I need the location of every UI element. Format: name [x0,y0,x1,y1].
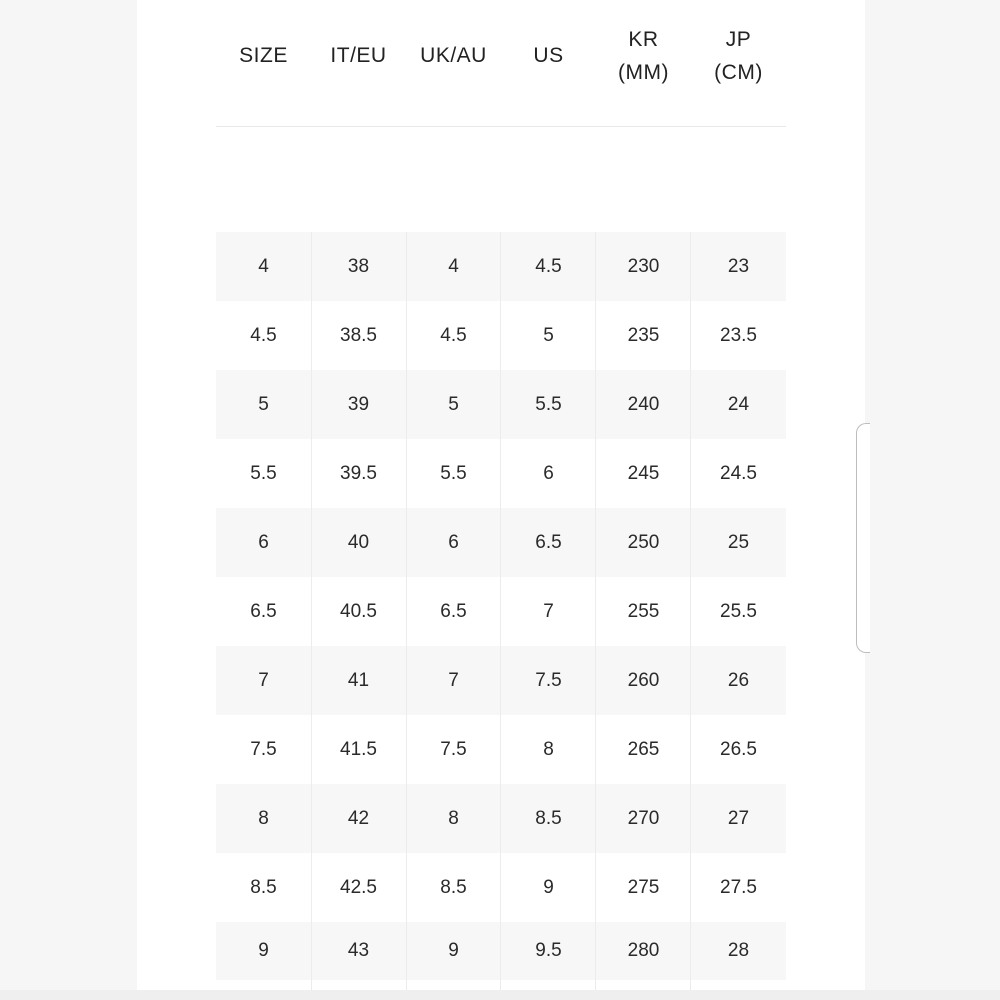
table-cell: 7 [543,600,554,622]
table-cell: 6 [448,531,459,553]
table-cell: 8 [543,738,554,760]
table-cell: 235 [627,324,660,346]
table-cell: 255 [627,600,660,622]
header-label: KR [628,27,659,51]
table-cell: 5.5 [250,462,277,484]
table-row [216,232,786,301]
table-cell: 5.5 [535,393,562,415]
table-cell: 6.5 [440,600,467,622]
table-row [216,301,786,370]
header-us [501,0,596,127]
table-cell: 7 [448,669,459,691]
table-cell: 7 [258,669,269,691]
table-cell: 42 [347,807,370,829]
header-unit: (CM) [714,60,763,84]
table-cell: 270 [627,807,660,829]
table-cell: 23 [727,255,750,277]
header-kr [596,0,691,127]
bottom-edge [0,990,1000,1000]
table-cell: 7.5 [250,738,277,760]
table-row [216,853,786,922]
table-cell: 26.5 [720,738,757,760]
table-cell: 9 [448,940,459,961]
table-cell: 9 [258,940,269,961]
table-cell: 5 [543,324,554,346]
table-cell: 5 [448,393,459,415]
table-cell: 9 [543,876,554,898]
table-cell: 27.5 [720,876,757,898]
table-cell: 275 [627,876,660,898]
header-label: JP [725,27,752,51]
table-row [216,370,786,439]
header-label: US [533,44,564,67]
table-row [216,577,786,646]
table-cell: 38 [347,255,370,277]
header-size [216,0,311,127]
table-cell: 4.5 [535,255,562,277]
table-cell: 26 [727,669,750,691]
column-divider [500,232,501,990]
table-row [216,715,786,784]
header-label: SIZE [239,44,288,67]
table-cell: 38.5 [340,324,377,346]
header-unit: (MM) [618,60,669,84]
header-it-eu [311,0,406,127]
table-cell: 245 [627,462,660,484]
table-cell: 24.5 [720,462,757,484]
table-cell: 7.5 [535,669,562,691]
table-cell: 23.5 [720,324,757,346]
table-cell: 39.5 [340,462,377,484]
table-cell: 25.5 [720,600,757,622]
header-label: IT/EU [330,44,387,67]
table-cell: 8 [448,807,459,829]
table-row [216,508,786,577]
table-cell: 42.5 [340,876,377,898]
table-cell: 41.5 [340,738,377,760]
table-row [216,784,786,853]
table-cell: 250 [627,531,660,553]
table-cell: 40.5 [340,600,377,622]
table-row [216,922,786,980]
table-cell: 4.5 [250,324,277,346]
table-cell: 5 [258,393,269,415]
column-divider [406,232,407,990]
table-cell: 240 [627,393,660,415]
table-cell: 5.5 [440,462,467,484]
table-cell: 230 [627,255,660,277]
table-cell: 4 [258,255,269,277]
column-divider [595,232,596,990]
table-cell: 265 [627,738,660,760]
table-cell: 280 [627,940,660,961]
table-cell: 25 [727,531,750,553]
table-cell: 4.5 [440,324,467,346]
table-cell: 24 [727,393,750,415]
table-cell: 8.5 [440,876,467,898]
table-cell: 28 [727,940,750,961]
table-cell: 40 [347,531,370,553]
column-divider [311,232,312,990]
table-cell: 8 [258,807,269,829]
table-row [216,646,786,715]
table-cell: 260 [627,669,660,691]
column-divider [690,232,691,990]
header-label: UK/AU [420,44,487,67]
table-cell: 43 [347,940,370,961]
table-cell: 6.5 [535,531,562,553]
table-cell: 8.5 [535,807,562,829]
table-row [216,439,786,508]
table-cell: 4 [448,255,459,277]
size-chart-table [216,232,786,980]
table-cell: 7.5 [440,738,467,760]
table-cell: 41 [347,669,370,691]
table-cell: 6 [258,531,269,553]
header-jp [691,0,786,127]
table-cell: 6 [543,462,554,484]
table-cell: 27 [727,807,750,829]
header-uk-au [406,0,501,127]
table-cell: 39 [347,393,370,415]
size-chart-header [216,0,786,127]
table-cell: 8.5 [250,876,277,898]
table-cell: 9.5 [535,940,562,961]
table-cell: 6.5 [250,600,277,622]
drawer-pull-handle[interactable] [856,423,870,653]
